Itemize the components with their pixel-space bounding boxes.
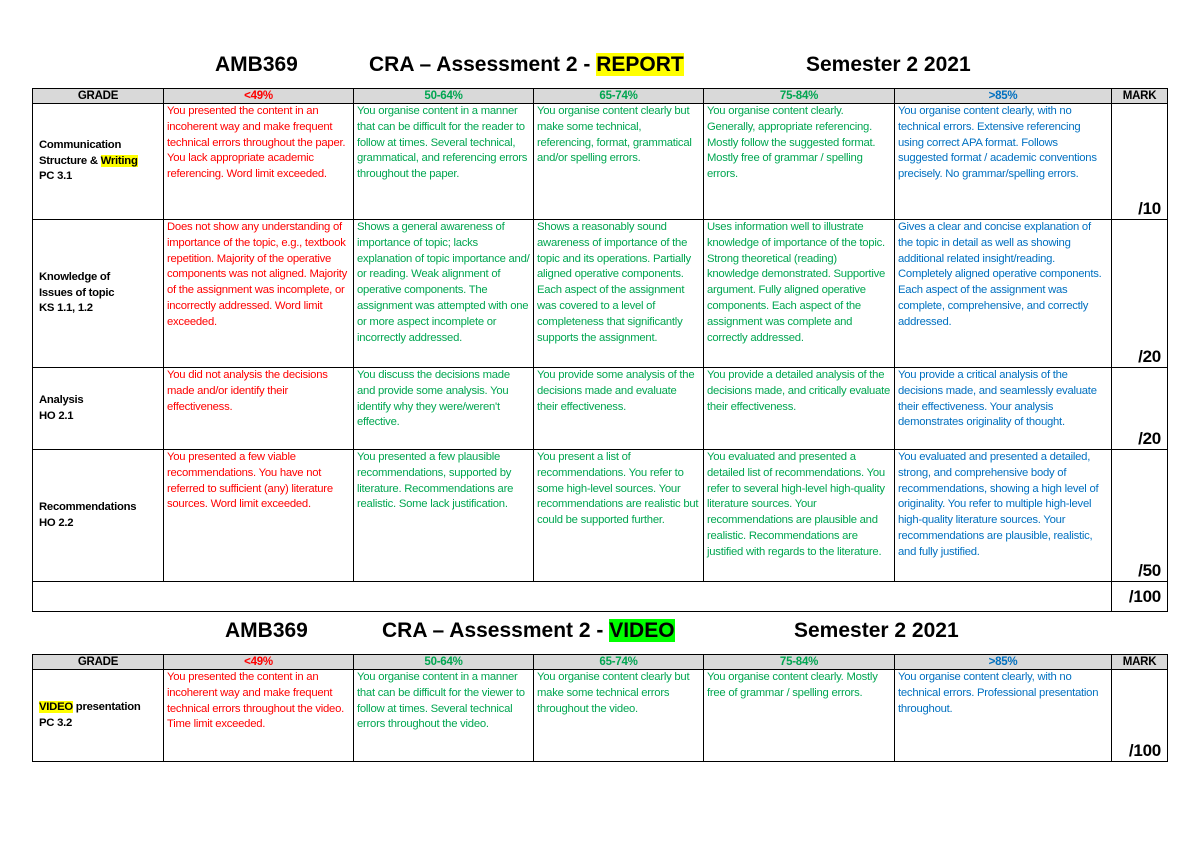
cell-mark: /20 bbox=[1112, 220, 1168, 368]
cell-band-3: You organise content clearly but make some technical, referencing, format, grammatical and/or spelling errors. bbox=[534, 104, 704, 220]
header-band-5: >85% bbox=[895, 89, 1112, 104]
cell-band-1: You did not analysis the decisions made and/or identify their effectiveness. bbox=[164, 368, 354, 450]
cell-band-2: Shows a general awareness of importance of topic; lacks explanation of topic importance and/ or reading. Weak alignment of operative components. The assignment was attempted with one or more aspect incomplete or incorrectly addressed. bbox=[354, 220, 534, 368]
criterion-knowledge bbox=[33, 220, 164, 368]
header-band-4: 75-84% bbox=[704, 89, 895, 104]
header-band-5: >85% bbox=[895, 655, 1112, 670]
criterion-code: HO 2.1 bbox=[39, 409, 74, 422]
cell-band-5: You evaluated and presented a detailed, strong, and comprehensive body of recommendations, showing a high level of originality. You refer to multiple high-level high-quality literature sources. Your recommendations are plausible, realistic, and fully justified. bbox=[895, 450, 1112, 582]
cell-band-3: You present a list of recommendations. You refer to some high-level sources. Your recommendations are realistic but could be supported further. bbox=[534, 450, 704, 582]
criterion-line: Communication bbox=[39, 138, 122, 151]
criterion-line: Recommendations bbox=[39, 500, 137, 513]
criterion-line: Issues of topic bbox=[39, 286, 115, 299]
cell-band-4: You evaluated and presented a detailed list of recommendations. You refer to several high-level high-quality literature sources. Your recommendations are plausible and realistic. Recommendations are justified with regards to the literature. bbox=[704, 450, 895, 582]
cell-band-1: Does not show any understanding of importance of the topic, e.g., textbook repetition. Majority of the operative components was not aligned. Majority of the assignment was incomplete, or incorrectly addressed. Word limit exceeded. bbox=[164, 220, 354, 368]
header-band-2: 50-64% bbox=[354, 655, 534, 670]
table-row bbox=[33, 450, 1168, 582]
cell-band-5: You organise content clearly, with no technical errors. Professional presentation throughout. bbox=[895, 670, 1112, 762]
criterion-video-presentation bbox=[33, 670, 164, 762]
header-band-4: 75-84% bbox=[704, 655, 895, 670]
report-highlight: REPORT bbox=[596, 53, 684, 76]
total-spacer bbox=[33, 582, 1112, 612]
report-rubric-table bbox=[32, 88, 1168, 612]
table-row bbox=[33, 220, 1168, 368]
table-row bbox=[33, 368, 1168, 450]
cell-band-5: You organise content clearly, with no technical errors. Extensive referencing using correct APA format. Follows suggested format / academic conventions precisely. No grammar/spelling errors. bbox=[895, 104, 1112, 220]
header-mark: MARK bbox=[1112, 89, 1168, 104]
video-header-row bbox=[33, 655, 1168, 670]
total-mark: /100 bbox=[1112, 582, 1168, 612]
cell-mark: /100 bbox=[1112, 670, 1168, 762]
video-semester: Semester 2 2021 bbox=[794, 619, 959, 642]
criterion-communication bbox=[33, 104, 164, 220]
cell-band-1: You presented the content in an incoherent way and make frequent technical errors throughout the paper. You lack appropriate academic referencing. Word limit exceeded. bbox=[164, 104, 354, 220]
video-course-code: AMB369 bbox=[225, 619, 308, 642]
table-row bbox=[33, 104, 1168, 220]
header-band-1: <49% bbox=[164, 655, 354, 670]
video-assessment-name bbox=[382, 619, 675, 643]
cell-band-4: You organise content clearly. Generally, appropriate referencing. Mostly follow the suggested format. Mostly free of grammar / spelling errors. bbox=[704, 104, 895, 220]
total-row bbox=[33, 582, 1168, 612]
criterion-code: PC 3.2 bbox=[39, 716, 73, 729]
criterion-highlight: VIDEO bbox=[39, 700, 73, 713]
report-assessment-name bbox=[369, 53, 684, 77]
report-assessment-prefix: CRA – Assessment 2 - bbox=[369, 53, 597, 76]
video-title bbox=[32, 619, 1167, 647]
criterion-analysis bbox=[33, 368, 164, 450]
header-band-1: <49% bbox=[164, 89, 354, 104]
criterion-line: Analysis bbox=[39, 393, 84, 406]
criterion-recommendations bbox=[33, 450, 164, 582]
video-assessment-prefix: CRA – Assessment 2 - bbox=[382, 619, 610, 642]
criterion-code: HO 2.2 bbox=[39, 516, 74, 529]
header-mark: MARK bbox=[1112, 655, 1168, 670]
cell-band-2: You presented a few plausible recommendations, supported by literature. Recommendations are realistic. Some lack justification. bbox=[354, 450, 534, 582]
cell-band-2: You discuss the decisions made and provide some analysis. You identify why they were/weren't effective. bbox=[354, 368, 534, 450]
cell-band-5: You provide a critical analysis of the decisions made, and seamlessly evaluate their effectiveness. Your analysis demonstrates originality of thought. bbox=[895, 368, 1112, 450]
header-band-3: 65-74% bbox=[534, 655, 704, 670]
report-title bbox=[32, 53, 1167, 81]
cell-band-1: You presented a few viable recommendations. You have not referred to sufficient (any) literature sources. Word limit exceeded. bbox=[164, 450, 354, 582]
cell-band-4: You organise content clearly. Mostly free of grammar / spelling errors. bbox=[704, 670, 895, 762]
cell-band-3: You provide some analysis of the decisions made and evaluate their effectiveness. bbox=[534, 368, 704, 450]
report-header-row bbox=[33, 89, 1168, 104]
criterion-code: KS 1.1, 1.2 bbox=[39, 302, 93, 315]
cell-band-5: Gives a clear and concise explanation of the topic in detail as well as showing additional related insight/reading. Completely aligned operative components. Each aspect of the assignment was complete, comprehensive, and correctly addressed. bbox=[895, 220, 1112, 368]
video-rubric-table bbox=[32, 654, 1168, 762]
cell-mark: /20 bbox=[1112, 368, 1168, 450]
video-highlight: VIDEO bbox=[609, 619, 675, 642]
cell-mark: /50 bbox=[1112, 450, 1168, 582]
cell-band-4: You provide a detailed analysis of the decisions made, and critically evaluate their effectiveness. bbox=[704, 368, 895, 450]
cell-mark: /10 bbox=[1112, 104, 1168, 220]
cell-band-1: You presented the content in an incoherent way and make frequent technical errors throughout the video. Time limit exceeded. bbox=[164, 670, 354, 762]
criterion-line: presentation bbox=[72, 700, 141, 713]
criterion-line: Structure & bbox=[39, 154, 101, 167]
cell-band-2: You organise content in a manner that can be difficult for the viewer to follow at times. Several technical errors throughout the video. bbox=[354, 670, 534, 762]
criterion-code: PC 3.1 bbox=[39, 170, 73, 183]
header-grade: GRADE bbox=[33, 89, 164, 104]
header-grade: GRADE bbox=[33, 655, 164, 670]
report-course-code: AMB369 bbox=[215, 53, 298, 76]
cell-band-4: Uses information well to illustrate knowledge of importance of the topic. Strong theoretical (reading) knowledge demonstrated. Supportive argument. Fully aligned operative components. Each aspect of the assignment was complete and correctly addressed. bbox=[704, 220, 895, 368]
cell-band-3: Shows a reasonably sound awareness of importance of the topic and its operations. Partially aligned operative components. Each aspect of the assignment was covered to a level of completeness that significantly supports the assignment. bbox=[534, 220, 704, 368]
criterion-line: Knowledge of bbox=[39, 270, 111, 283]
header-band-3: 65-74% bbox=[534, 89, 704, 104]
criterion-highlight: Writing bbox=[100, 154, 138, 167]
table-row bbox=[33, 670, 1168, 762]
report-semester: Semester 2 2021 bbox=[806, 53, 971, 76]
cell-band-2: You organise content in a manner that can be difficult for the reader to follow at times. Several technical, grammatical, and referencing errors throughout the paper. bbox=[354, 104, 534, 220]
cell-band-3: You organise content clearly but make some technical errors throughout the video. bbox=[534, 670, 704, 762]
header-band-2: 50-64% bbox=[354, 89, 534, 104]
